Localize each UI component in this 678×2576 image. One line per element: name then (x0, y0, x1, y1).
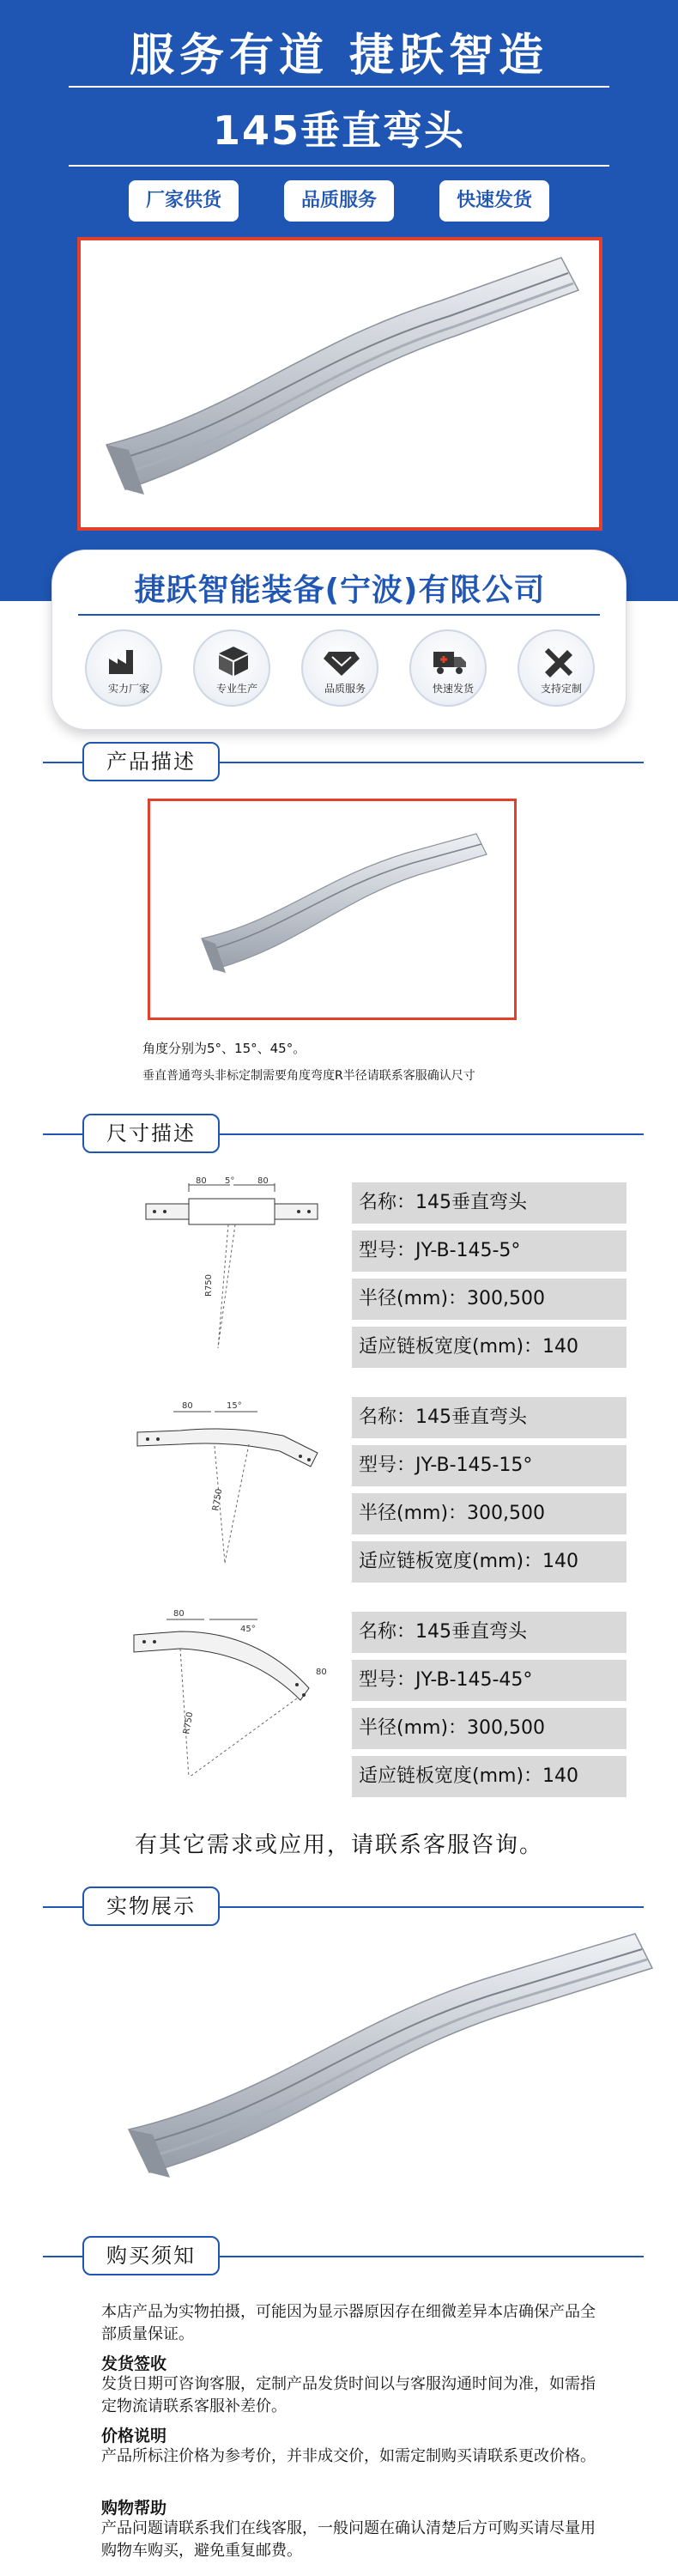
spec-model: 型号：JY-B-145-45° (352, 1660, 627, 1701)
buy-section-text: 产品问题请联系我们在线客服，一般问题在确认清楚后方可购买请尽量用购物车购买，避免重复邮费。 (101, 2519, 596, 2560)
card-divider (78, 614, 600, 616)
svg-text:80: 80 (182, 1401, 193, 1411)
svg-text:R750: R750 (182, 1710, 196, 1735)
spec-chain-width: 适应链板宽度(mm)：140 (352, 1327, 627, 1368)
spec-chain-width: 适应链板宽度(mm)：140 (352, 1756, 627, 1797)
spec-name: 名称：145垂直弯头 (352, 1612, 627, 1653)
hero-divider (69, 86, 609, 88)
product-photo-real (120, 1915, 661, 2207)
hero-banner (0, 0, 678, 601)
hero-title: 服务有道 捷跃智造 (129, 30, 549, 82)
section-heading-product-desc: 产品描述 (82, 742, 220, 781)
custom-note: 垂直普通弯头非标定制需要角度弯度R半径请联系客服确认尺寸 (142, 1069, 475, 1083)
diagram-5-degree (129, 1176, 335, 1357)
svg-text:80: 80 (173, 1609, 185, 1619)
company-card (51, 550, 627, 730)
product-photo-desc (148, 799, 517, 1020)
svg-text:80: 80 (196, 1176, 207, 1186)
buy-section-text: 产品所标注价格为参考价，并非成交价，如需定制购买请联系更改价格。 (101, 2447, 596, 2465)
spec-name: 名称：145垂直弯头 (352, 1397, 627, 1438)
svg-text:80: 80 (257, 1176, 269, 1186)
section-heading-buy-notice: 购买须知 (82, 2236, 220, 2275)
svg-text:5°: 5° (225, 1176, 235, 1186)
svg-text:15°: 15° (227, 1401, 242, 1411)
spec-model: 型号：JY-B-145-5° (352, 1230, 627, 1272)
spec-name: 名称：145垂直弯头 (352, 1182, 627, 1224)
product-photo-main (77, 237, 602, 531)
pill-factory-supply: 厂家供货 (129, 180, 239, 222)
svg-text:45°: 45° (240, 1625, 256, 1634)
svg-text:R750: R750 (204, 1273, 214, 1297)
spec-radius: 半径(mm)：300,500 (352, 1279, 627, 1320)
feature-fast-delivery: 快速发货 (406, 629, 490, 707)
buy-intro: 本店产品为实物拍摄，可能因为显示器原因存在细微差异本店确保产品全部质量保证。 (101, 2303, 596, 2343)
contact-note: 有其它需求或应用，请联系客服咨询。 (134, 1832, 543, 1858)
ruler-pencil-icon (538, 643, 578, 677)
hero-divider (69, 165, 609, 167)
spec-radius: 半径(mm)：300,500 (352, 1493, 627, 1534)
buy-section-text: 发货日期可咨询客服，定制产品发货时间以与客服沟通时间为准，如需指定物流请联系客服补差价。 (101, 2375, 596, 2415)
product-title: 145垂直弯头 (212, 107, 466, 154)
diamond-icon (322, 643, 361, 677)
svg-text:R750: R750 (211, 1487, 225, 1512)
diagram-15-degree (129, 1391, 335, 1571)
pill-quality-service: 品质服务 (284, 180, 394, 222)
angle-description: 角度分别为5°、15°、45°。 (142, 1041, 306, 1056)
diagram-45-degree (129, 1606, 335, 1786)
svg-text:80: 80 (316, 1668, 327, 1677)
delivery-truck-icon (430, 643, 469, 677)
feature-professional-production: 专业生产 (190, 629, 274, 707)
spec-radius: 半径(mm)：300,500 (352, 1708, 627, 1749)
spec-model: 型号：JY-B-145-15° (352, 1445, 627, 1486)
pill-fast-delivery: 快速发货 (439, 180, 549, 222)
buy-section-title: 价格说明 (101, 2427, 167, 2445)
factory-icon (106, 643, 145, 677)
spec-chain-width: 适应链板宽度(mm)：140 (352, 1541, 627, 1583)
feature-customization: 支持定制 (514, 629, 598, 707)
section-heading-showcase: 实物展示 (82, 1886, 220, 1926)
buy-section-title: 发货签收 (101, 2354, 167, 2373)
box-icon (214, 643, 253, 677)
feature-strong-factory: 实力厂家 (82, 629, 166, 707)
company-name: 捷跃智能装备(宁波)有限公司 (134, 573, 546, 608)
buy-section-title: 购物帮助 (101, 2499, 167, 2518)
feature-quality-service: 品质服务 (298, 629, 382, 707)
section-heading-size-desc: 尺寸描述 (82, 1114, 220, 1153)
